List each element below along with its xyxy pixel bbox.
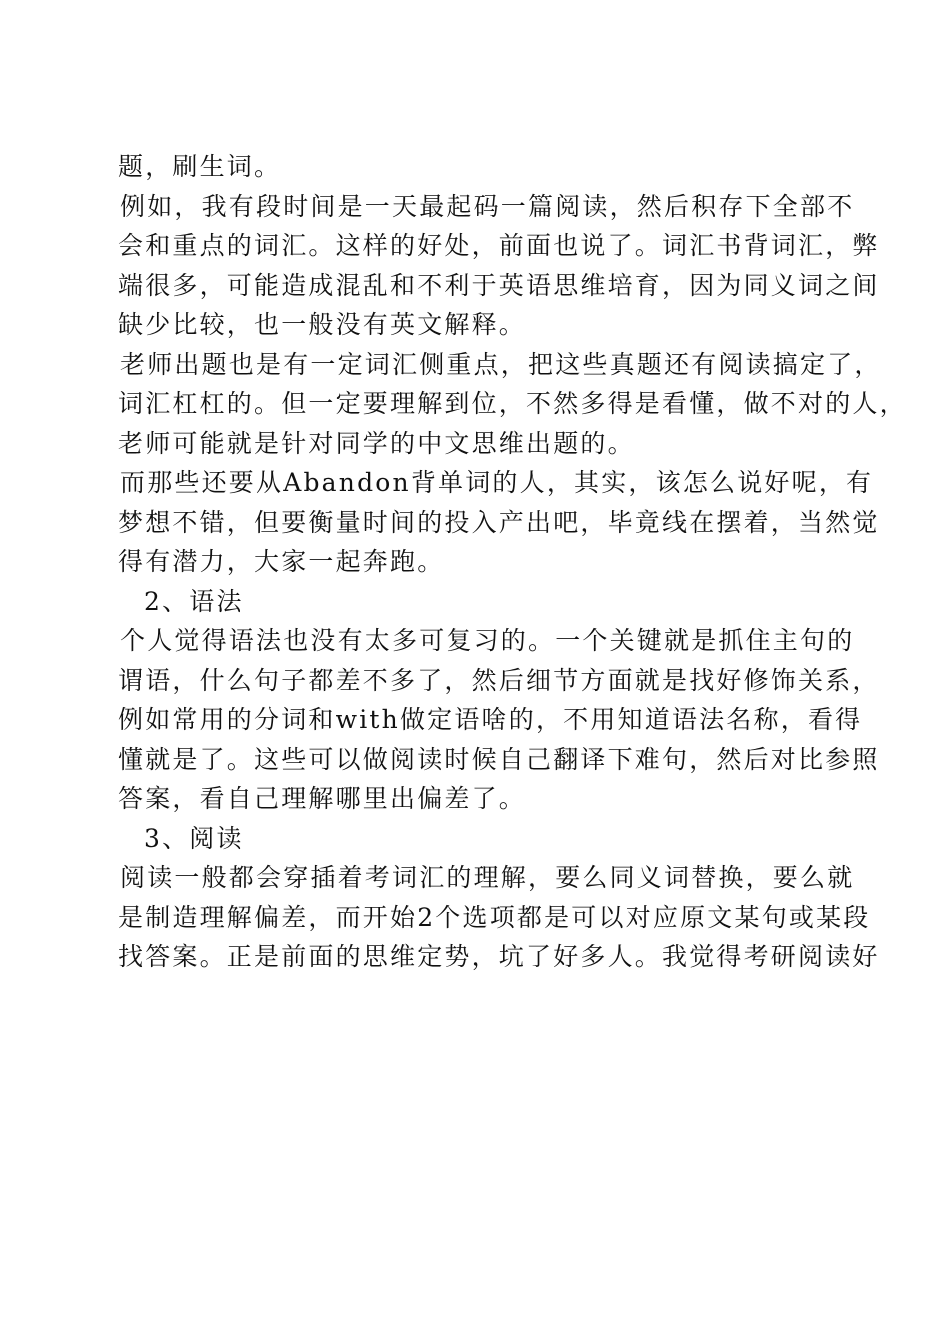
text-line: 老师可能就是针对同学的中文思维出题的。: [118, 428, 635, 458]
text-line: 是制造理解偏差，而开始2个选项都是可以对应原文某句或某段: [118, 902, 871, 932]
paragraph-start-line: 例如，我有段时间是一天最起码一篇阅读，然后积存下全部不: [120, 191, 855, 221]
text-line: 得有潜力，大家一起奔跑。: [118, 547, 445, 576]
text-line: 梦想不错，但要衡量时间的投入产出吧，毕竟线在摆着，当然觉: [118, 507, 880, 537]
text-line: 谓语，什么句子都差不多了，然后细节方面就是找好修饰关系，: [118, 665, 880, 695]
text-line: 找答案。正是前面的思维定势，坑了好多人。我觉得考研阅读好: [118, 942, 880, 971]
document-body: [118, 148, 907, 978]
text-line: 题，刷生词。: [118, 152, 282, 181]
text-line: 懂就是了。这些可以做阅读时候自己翻译下难句，然后对比参照: [118, 744, 880, 774]
paragraph-start-line: 阅读一般都会穿插着考词汇的理解，要么同义词替换，要么就: [120, 863, 855, 892]
section-heading-grammar: 2、语法: [144, 586, 244, 616]
text-line: 例如常用的分词和with做定语啥的，不用知道语法名称，看得: [118, 705, 863, 734]
text-line: 会和重点的词汇。这样的好处，前面也说了。词汇书背词汇，弊: [118, 231, 880, 260]
paragraph-start-line: 个人觉得语法也没有太多可复习的。一个关键就是抓住主句的: [120, 626, 855, 655]
paragraph-start-line: 而那些还要从Abandon背单词的人，其实，该怎么说好呢，有: [120, 468, 874, 497]
paragraph-start-line: 老师出题也是有一定词汇侧重点，把这些真题还有阅读搞定了，: [120, 349, 882, 379]
text-line: 端很多，可能造成混乱和不利于英语思维培育，因为同义词之间: [118, 270, 880, 300]
text-line: 词汇杠杠的。但一定要理解到位，不然多得是看懂，做不对的人，: [118, 389, 907, 418]
section-heading-reading: 3、阅读: [144, 823, 244, 853]
text-line: 缺少比较，也一般没有英文解释。: [118, 310, 527, 339]
text-line: 答案，看自己理解哪里出偏差了。: [118, 784, 527, 813]
